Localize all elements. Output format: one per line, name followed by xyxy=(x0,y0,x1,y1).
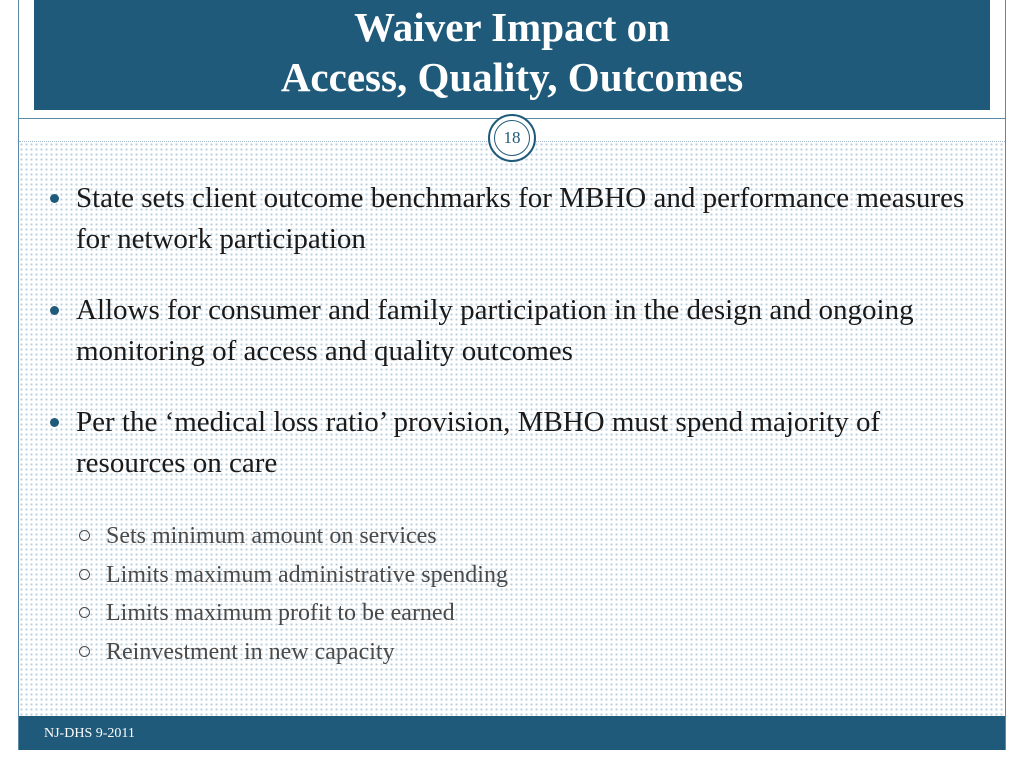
bullet-text: Per the ‘medical loss ratio’ provision, MBHO must spend majority of resources on care xyxy=(76,406,881,479)
sub-bullet-text: Sets minimum amount on services xyxy=(106,523,437,549)
sub-bullet-list xyxy=(76,517,976,671)
bullet-list xyxy=(46,178,976,514)
sub-bullet-item xyxy=(76,556,976,595)
slide-title xyxy=(34,2,990,102)
bullet-text: Allows for consumer and family participation in the design and ongoing monitoring of access and quality outcomes xyxy=(76,294,914,367)
bullet-dot-icon xyxy=(50,194,59,203)
footer-text: NJ-DHS 9-2011 xyxy=(44,726,135,741)
bullet-dot-icon xyxy=(50,418,59,427)
sub-bullet-text: Limits maximum administrative spending xyxy=(106,561,508,588)
page-number: 18 xyxy=(494,120,530,156)
sub-bullet-item xyxy=(76,633,976,672)
sub-bullet-text: Reinvestment in new capacity xyxy=(106,638,395,665)
sub-bullet-item xyxy=(76,517,976,556)
title-line-2: Access, Quality, Outcomes xyxy=(280,54,744,100)
bullet-text: State sets client outcome benchmarks for MBHO and performance measures for network participation xyxy=(76,182,965,255)
bullet-item xyxy=(46,402,976,484)
hollow-circle-icon xyxy=(79,607,90,618)
hollow-circle-icon xyxy=(79,646,90,657)
sub-bullet-item xyxy=(76,594,976,633)
title-line-1: Waiver Impact on xyxy=(354,4,670,50)
page-number-badge xyxy=(488,114,536,162)
hollow-circle-icon xyxy=(79,530,90,541)
footer-bar xyxy=(19,716,1005,750)
bullet-item xyxy=(46,290,976,372)
sub-bullet-text: Limits maximum profit to be earned xyxy=(106,600,455,626)
bullet-item xyxy=(46,178,976,260)
hollow-circle-icon xyxy=(79,569,90,580)
bullet-dot-icon xyxy=(50,306,59,315)
